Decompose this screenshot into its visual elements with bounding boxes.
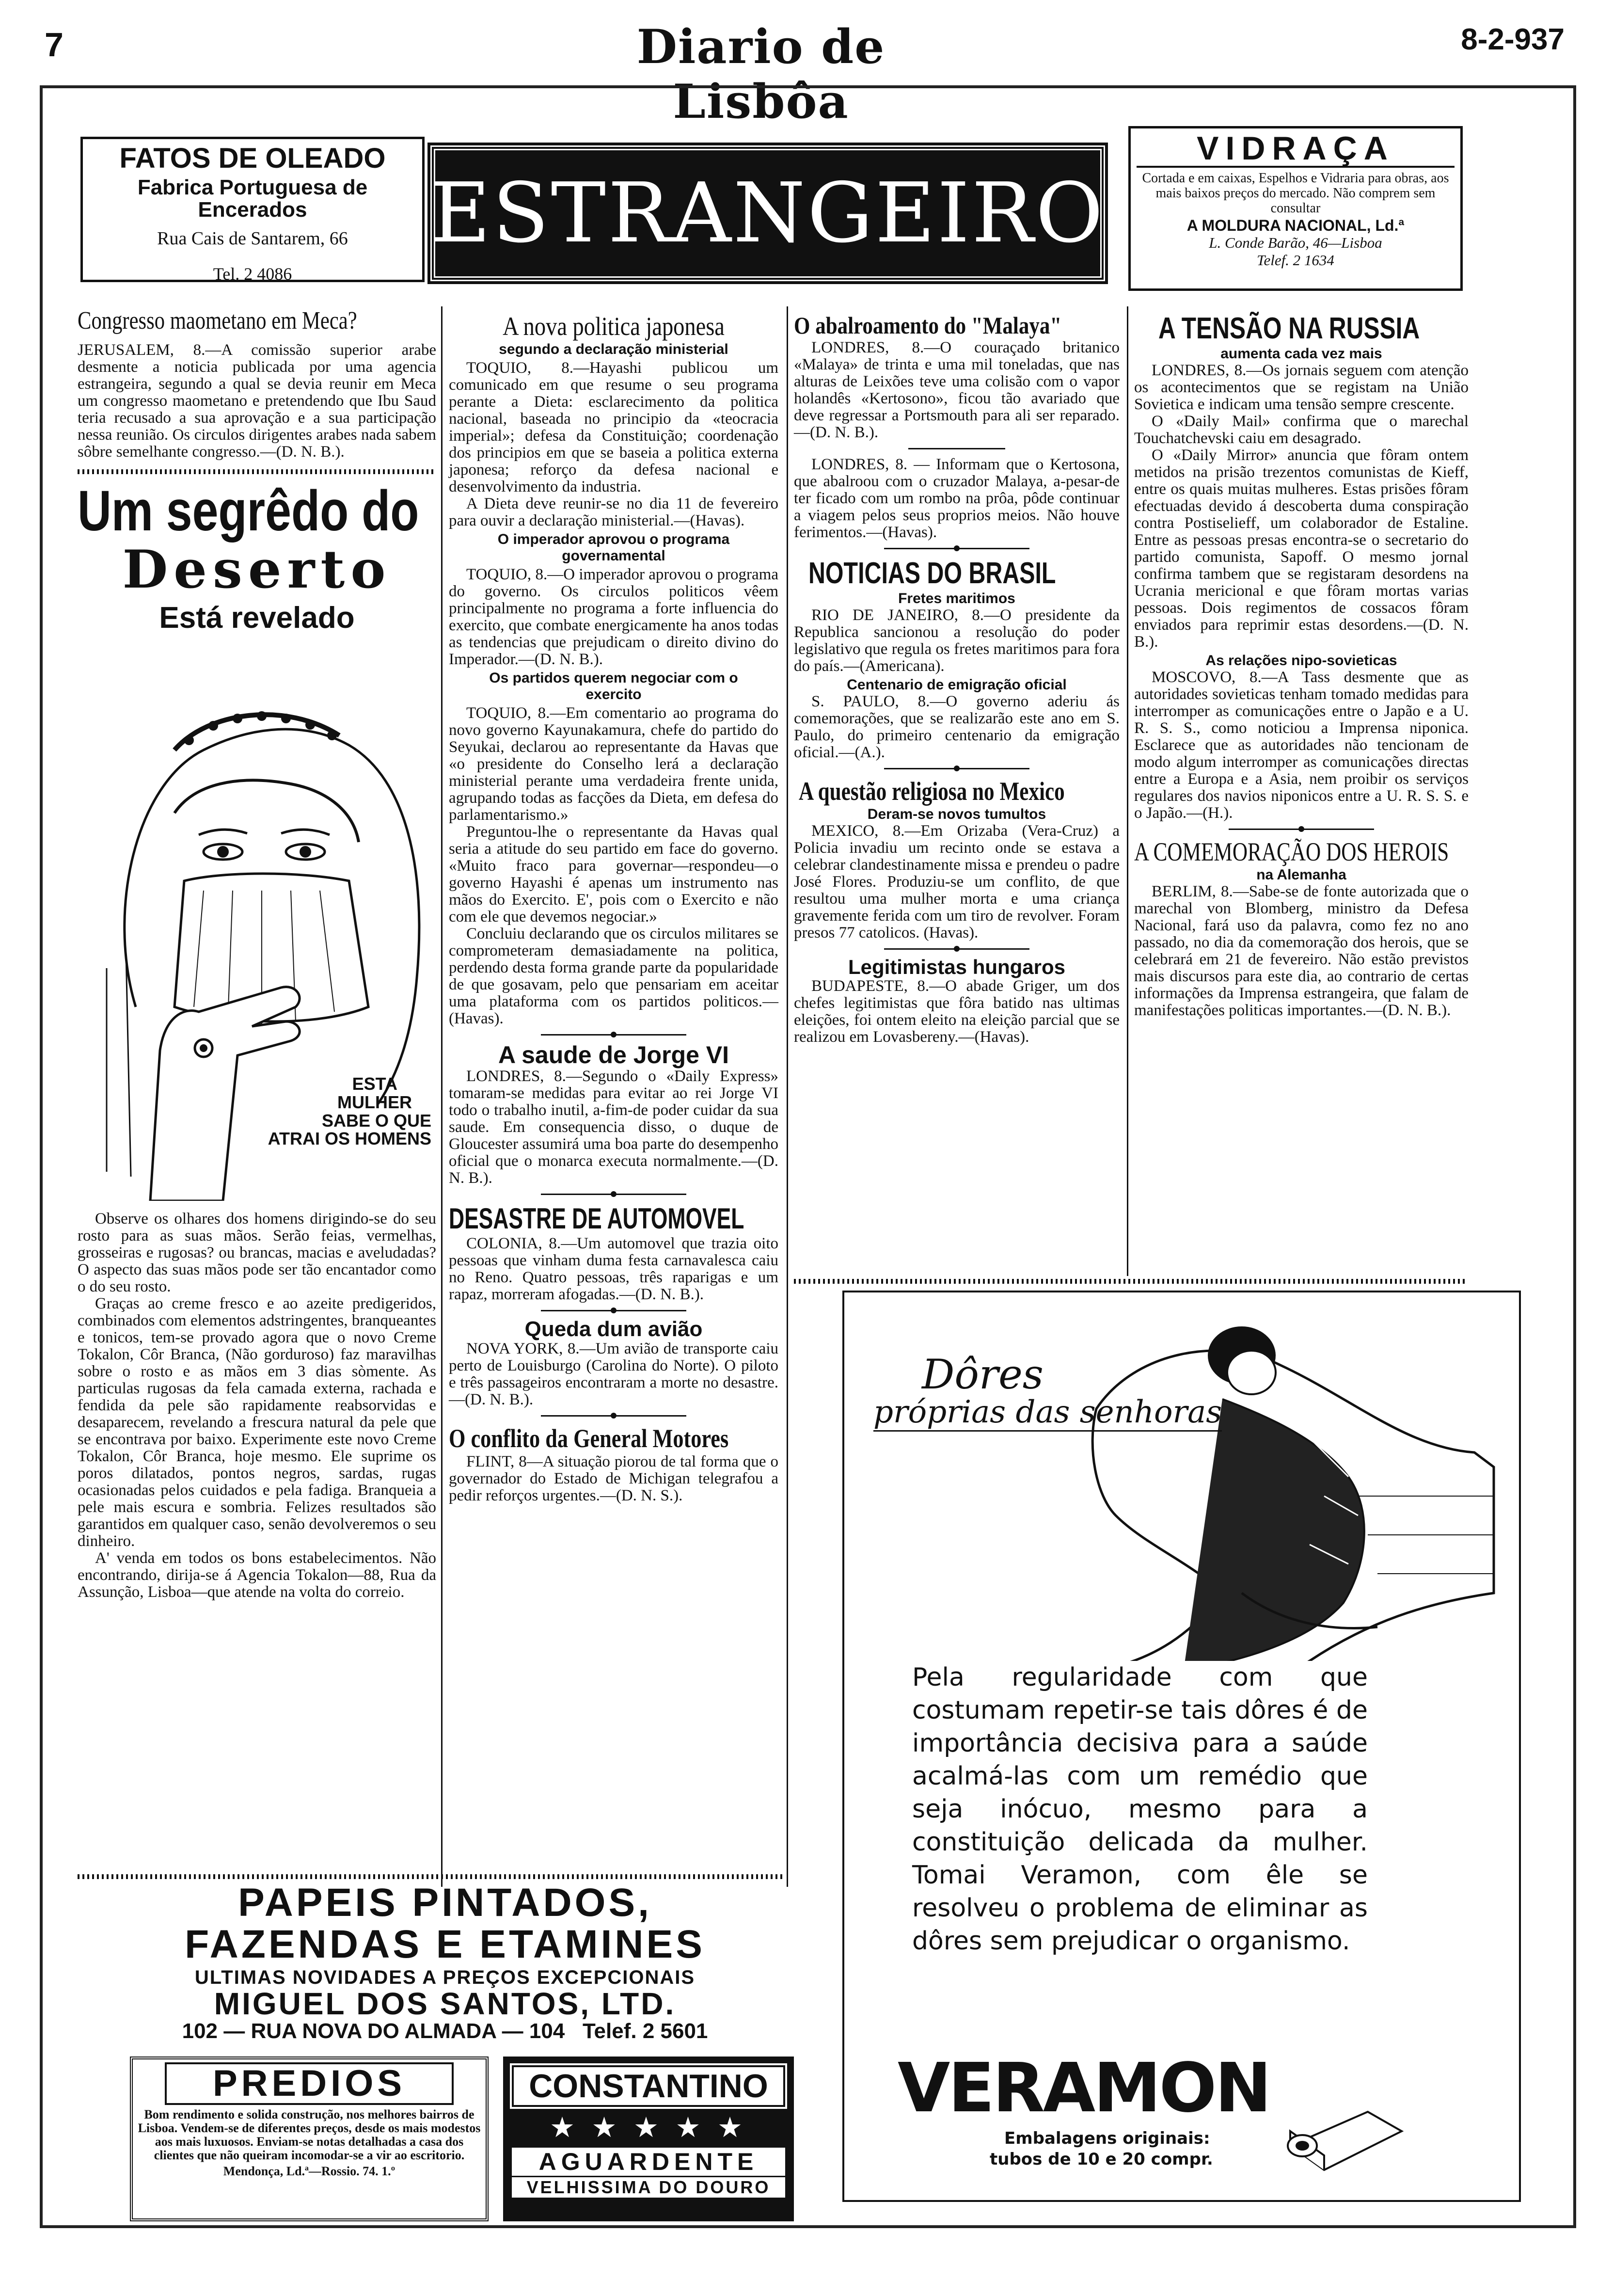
mexico-paragraph: MEXICO, 8.—Em Orizaba (Vera-Cruz) a Policia invadiu um recinto onde se estava a celebrar clandestinamente missa e prendeu o padre José Flores. Produziu-se um conflito, de que resultou uma mulher morta e uma criança gravemente ferida com um tiro de revolver. Foram presos 77 catolicos. (Havas).	[794, 822, 1120, 941]
tokalon-paragraph: Graças ao creme fresco e ao azeite predigeridos, combinados com elementos adstringentes, branqueantes e tonicos, tem-se provado agora que o novo Creme Tokalon, Côr Branca, (Não gorduroso) faz maravilhas sobre o rosto e as mãos em 3 dias sòmente. As particulas rugosas da fela camada externa, rachada e fendida da pele são rapidamente reabsorvidas e desaparecem, revelando a frescura natural da pele que se encontrava por baixo. Experimente este novo Creme Tokalon, Côr Branca, hoje mesmo. Ele suprime os poros dilatados, pontos negros, sardas, rugas ocasionadas pelos cuidados e pela fadiga. Branqueia a pele mais escura e sombria. Felizes resultados são garantidos em qualquer caso, senão devolveremos o seu dinheiro.	[78, 1295, 436, 1550]
japao-subtitle: segundo a declaração ministerial	[499, 341, 728, 357]
japao-title: A nova politica japonesa	[503, 312, 725, 341]
separator	[794, 1279, 1468, 1284]
japao-subheading: O imperador aprovou o programa governamental	[497, 531, 730, 564]
papeis-ad	[111, 1882, 779, 2043]
herois-paragraph: BERLIM, 8.—Sabe-se de fonte autorizada que o marechal von Blomberg, ministro da Defesa Nacional, fará uso da palavra, como fez no ano passado, no dia da comemoração dos herois, que se celebrará em 21 de fevereiro. Não estão previstos mais discursos para este dia, ao contrario de certas informações da Imprensa estrangeira, que falam de manifestações politicas importantes.—(D. N. B.).	[1134, 883, 1469, 1019]
constantino-title: CONSTANTINO	[512, 2065, 785, 2107]
japao-paragraph: Concluiu declarando que os circulos militares se comprometeram demasiadamente na politica, perdendo desta forma grande parte da popularidade de que gosavam, pelo que pensariam em aceitar uma plataforma com os partidos politicos.—(Havas).	[449, 925, 778, 1027]
aviao-title: Queda dum avião	[524, 1317, 703, 1341]
predios-text: Bom rendimento e solida construção, nos melhores bairros de Lisboa. Vendem-se de diferentes preços, desde os mais modestos aos mais luxuosos. Enviam-se notas detalhadas a casa dos clientes que não queiram incomodar-se a vir ao escritorio.	[138, 2107, 481, 2162]
brasil-paragraph: S. PAULO, 8.—O governo aderiu ás comemorações, que se realizarão este ano em S. Paulo, do primeiro centenario da emigração oficial.—(A.).	[794, 693, 1120, 761]
tokalon-body	[78, 1211, 436, 1601]
column-rule	[787, 306, 788, 1887]
vidraca-text: Cortada e em caixas, Espelhos e Vidraria para obras, aos mais baixos preços do mercado. Não comprem sem consultar	[1142, 171, 1449, 216]
desastre-paragraph: COLONIA, 8.—Um automovel que trazia oito pessoas que vinham duma festa carnavalesca caiu no Reno. Quatro pessoas, três raparigas e um rapaz, morreram afogadas.—(D. N. B.).	[449, 1234, 778, 1303]
tokalon-paragraph: Observe os olhares dos homens dirigindo-se do seu rosto para as suas mãos. Serão feias, vermelhas, grosseiras e rugosas? ou brancas, macias e aveludadas? O aspecto das suas mãos pode ser tão encantador como o do seu rosto.	[78, 1210, 436, 1296]
oleado-subtitle: Fabrica Portuguesa de Encerados	[137, 175, 368, 222]
brasil-title: NOTICIAS DO BRASIL	[808, 557, 1056, 590]
predios-ad	[130, 2057, 489, 2221]
motors-title: O conflito da General Motores	[449, 1423, 729, 1453]
desastre-title: DESASTRE DE AUTOMOVEL	[449, 1202, 744, 1235]
russia-paragraph: MOSCOVO, 8.—A Tass desmente que as autoridades sovieticas tenham tomado medidas para interromper as comunicações entre o Japão e a U. R. S. S., como noticiou a Imprensa niponica. Esclarece que as autoridades não tencionam de modo algum interromper as comunicações directas entre a Europa e a Asia, nem proibir os serviços regulares dos navios niponicos entre a U. R. S. S. e o Japão.—(H.).	[1134, 669, 1469, 822]
aviao-paragraph: NOVA YORK, 8.—Um avião de transporte caiu perto de Louisburgo (Carolina do Norte). O piloto e três passageiros encontraram a morte no desastre.—(D. N. B.).	[449, 1339, 778, 1408]
tokalon-caption	[268, 1075, 431, 1148]
vidraca-company: A MOLDURA NACIONAL, Ld.ª	[1186, 217, 1405, 235]
veramon-package-2: tubos de 10 e 20 compr.	[990, 2150, 1213, 2169]
constantino-line-2: VELHISSIMA DO DOURO	[512, 2176, 785, 2198]
constantino-stars: ★ ★ ★ ★ ★	[550, 2112, 747, 2143]
brasil-paragraph: RIO DE JANEIRO, 8.—O presidente da Republica sancionou a resolução do poder legislativo que regula os fretes maritimos para fora do país.—(Americana).	[794, 606, 1120, 675]
vidraca-title: VIDRAÇA	[1137, 131, 1455, 168]
page-frame	[40, 85, 1576, 2228]
veramon-package-1: Embalagens originais:	[1004, 2129, 1210, 2148]
column-4	[1134, 311, 1469, 1019]
tokalon-caption-3: SABE O QUE	[321, 1110, 431, 1131]
malaya-title: O abalroamento do "Malaya"	[794, 312, 1062, 339]
brasil-subheading: Centenario de emigração oficial	[847, 677, 1067, 693]
russia-subheading: As relações nipo-sovieticas	[1205, 653, 1397, 669]
meca-body: JERUSALEM, 8.—A comissão superior arabe desmente a noticia publicada por uma agencia estrangeira, segundo a qual se devia reunir em Meca um congresso maometano e pretendendo que Ibu Saud teria recusado a sua aprovação e a sua participação nessa reunião. Os circulos dirigentes arabes nada sabem sôbre semelhante congresso.—(D. N. B.).	[78, 341, 436, 461]
separator	[541, 1415, 686, 1417]
russia-paragraph: LONDRES, 8.—Os jornais seguem com atenção os acontecimentos que se registam na União Sovietica e indicam uma tensão sempre crescente.	[1134, 362, 1469, 413]
japao-paragraph: TOQUIO, 8.—O imperador aprovou o programa do governo. Os circulos politicos vêem principalmente no programa a forte influencia do exercito, que combate energicamente ha anos todas as tendencias que prejudicam o direito divino do Imperador.—(D. N. B.).	[449, 566, 778, 668]
tokalon-ad	[78, 478, 436, 1601]
tokalon-caption-2: MULHER	[337, 1092, 412, 1112]
japao-paragraph: TOQUIO, 8.—Hayashi publicou um comunicado em que resume o seu programa perante a Dieta: esclarecimento da politica nacional, baseada no principio da «teocracia imperial»; defesa da Constituição; coordenação dos principios em que se baseia a politica externa japonesa; reforço da defesa nacional e desenvolvimento da industria.	[449, 359, 778, 495]
section-banner	[430, 145, 1105, 281]
veramon-brand: VERAMON	[898, 2049, 1270, 2128]
motors-body	[449, 1453, 778, 1504]
veramon-ad	[842, 1291, 1521, 2202]
page-number: 7	[45, 26, 63, 64]
russia-title: A TENSÃO NA RUSSIA	[1158, 312, 1420, 345]
meca-title: Congresso maometano em Meca?	[78, 307, 357, 335]
column-1	[78, 306, 436, 1601]
newspaper-title: Diario de Lisbôa	[636, 19, 886, 129]
oleado-title: FATOS DE OLEADO	[119, 143, 386, 174]
veramon-script-1: Dôres	[922, 1351, 1044, 1398]
veramon-package-icon	[1281, 2092, 1407, 2180]
herois-subtitle: na Alemanha	[1256, 867, 1346, 883]
column-rule	[1127, 306, 1128, 1276]
herois-title: A COMEMORAÇÃO DOS HEROIS	[1134, 837, 1449, 866]
separator	[884, 768, 1029, 769]
vidraca-phone: Telef. 2 1634	[1257, 251, 1334, 269]
motors-paragraph: FLINT, 8—A situação piorou de tal forma que o governador do Estado de Michigan telegrafou a pedir reforços urgentes.—(D. N. S.).	[449, 1452, 778, 1504]
separator	[78, 1874, 785, 1879]
constantino-line-1: AGUARDENTE	[512, 2148, 785, 2176]
separator	[884, 548, 1029, 549]
hungaros-paragraph: BUDAPESTE, 8.—O abade Griger, um dos chefes legitimistas que fôra batido nas ultimas eleições, foi ontem eleito na eleição parcial que se realizou em Lovasbereny.—(Havas).	[794, 977, 1120, 1046]
issue-date: 8-2-937	[1461, 23, 1565, 56]
papeis-line-4: MIGUEL DOS SANTOS, LTD.	[214, 1986, 676, 2022]
aviao-body	[449, 1340, 778, 1408]
papeis-line-3: ULTIMAS NOVIDADES A PREÇOS EXCEPCIONAIS	[194, 1967, 696, 1989]
tokalon-paragraph: A' venda em todos os bons estabelecimentos. Não encontrando, dirija-se á Agencia Tokalon—88, Rua da Assunção, Lisboa—que atende na volta do correio.	[78, 1549, 436, 1601]
oleado-address: Rua Cais de Santarem, 66	[157, 228, 348, 249]
vidraca-address: L. Conde Barão, 46—Lisboa	[1209, 234, 1382, 251]
desastre-body	[449, 1235, 778, 1303]
jorge-title: A saude de Jorge VI	[498, 1041, 729, 1068]
separator	[541, 1194, 686, 1195]
vidraca-ad	[1128, 126, 1463, 291]
russia-paragraph: O «Daily Mirror» anuncia que fôram ontem metidos na prisão trezentos comunistas de Kieff, entre os quais muitas mulheres. Estas prisões fôram efectuadas devido á descoberta duma conspiração contra Postiselieff, um colaborador de Estaline. Entre as pessoas presas encontra-se o secretario do partido comunista, Sapoff. O mesmo jornal confirma tambem que se registaram desordens na Ucrania mericional e que fôram mortas varias pessoas. Dois regimentos de cossacos fôram enviados para reprimir estas desordens.—(D. N. B.).	[1134, 446, 1469, 651]
oleado-ad	[80, 137, 425, 282]
malaya-body	[794, 339, 1120, 541]
veramon-body: Pela regularidade com que costumam repetir-se tais dôres é de importância decisiva para a saúde acalmá-las com um remédio que seja inócuo, mesmo para a constituição delicada da mulher. Tomai Veramon, com êle se resolveu o problema de eliminar as dôres sem prejudicar o organismo.	[873, 1661, 1368, 1958]
separator	[541, 1034, 686, 1036]
jorge-paragraph: LONDRES, 8.—Segundo o «Daily Express» tomaram-se medidas para evitar ao rei Jorge VI todo o trabalho inutil, a-fim-de poder cuidar da sua saude. Em consequencia disso, o duque de Gloucester assumirá uma boa parte do desempenho oficial que o monarca executa normalmente.—(D. N. B.).	[449, 1067, 778, 1187]
predios-title: PREDIOS	[165, 2062, 454, 2105]
column-2	[449, 311, 778, 1504]
tokalon-headline-3: Está revelado	[159, 601, 355, 635]
tokalon-caption-1: ESTA	[352, 1074, 397, 1094]
tokalon-illustration	[78, 638, 436, 1201]
constantino-ad	[503, 2057, 794, 2221]
japao-body	[449, 360, 778, 529]
japao-paragraph: A Dieta deve reunir-se no dia 11 de fevereiro para ouvir a declaração ministerial.—(Havas).	[449, 495, 778, 529]
japao-subheading: Os partidos querem negociar com o exercito	[489, 670, 738, 702]
hungaros-title: Legitimistas hungaros	[848, 956, 1066, 978]
tokalon-caption-4: ATRAI OS HOMENS	[268, 1129, 431, 1149]
malaya-paragraph: LONDRES, 8. — Informam que o Kertosona, que abalroou com o cruzador Malaya, a-pesar-de ter ficado com um rombo na prôa, pôde continuar a viagem pelos seus proprios meios. Não houve ferimentos.—(Havas).	[794, 456, 1120, 541]
japao-paragraph: TOQUIO, 8.—Em comentario ao programa do novo governo Kayunakamura, chefe do partido do Seyukai, declarou ao representante da Havas que «o presidente do Conselho lerá a declaração ministerial perante uma verdadeira frente unida, agrupando todas as facções da Dieta, em defesa do parlamentarismo.»	[449, 704, 778, 824]
mexico-title: A questão religiosa no Mexico	[799, 777, 1065, 806]
russia-paragraph: O «Daily Mail» confirma que o marechal Touchatchevski caiu em desagrado.	[1134, 413, 1469, 447]
malaya-paragraph: LONDRES, 8.—O couraçado britanico «Malaya» de trinta e uma mil toneladas, que nas alturas de Leixões teve uma colisão com o vapor holandês «Kertosono», ficou tão avariado que deve regressar a Portsmouth para ali ser reparado.—(D. N. B.).	[794, 339, 1120, 441]
separator	[884, 948, 1029, 950]
column-3	[794, 311, 1120, 1046]
separator	[541, 1310, 686, 1311]
section-title: ESTRANGEIRO	[430, 165, 1105, 261]
oleado-phone: Tel. 2 4086	[213, 264, 292, 284]
papeis-line-1: PAPEIS PINTADOS,	[238, 1881, 652, 1925]
column-rule	[441, 306, 443, 1887]
separator	[1229, 829, 1374, 830]
separator	[78, 469, 436, 474]
brasil-subheading: Fretes maritimos	[898, 590, 1015, 606]
mexico-subtitle: Deram-se novos tumultos	[867, 806, 1046, 822]
russia-subtitle: aumenta cada vez mais	[1220, 346, 1382, 362]
papeis-line-2: FAZENDAS E ETAMINES	[185, 1922, 705, 1967]
jorge-body	[449, 1068, 778, 1187]
tokalon-headline-2: Deserto	[122, 539, 392, 600]
japao-paragraph: Preguntou-lhe o representante da Havas qual seria a atitude do seu partido em face do governo. «Muito fraco para governar—respondeu—o governo Hayashi é apenas um instrumento nas mãos do Exercito. E', pois com o Exercito e não com ele que devemos negociar.»	[449, 823, 778, 925]
tokalon-headline-1: Um segrêdo do	[78, 479, 419, 543]
papeis-line-5: 102 — RUA NOVA DO ALMADA — 104 Telef. 2 5601	[182, 2019, 708, 2043]
veramon-script-2: próprias das senhoras	[873, 1394, 1222, 1432]
separator	[908, 448, 1005, 449]
predios-address: Mendonça, Ld.ª—Rossio. 74. 1.º	[223, 2164, 395, 2178]
